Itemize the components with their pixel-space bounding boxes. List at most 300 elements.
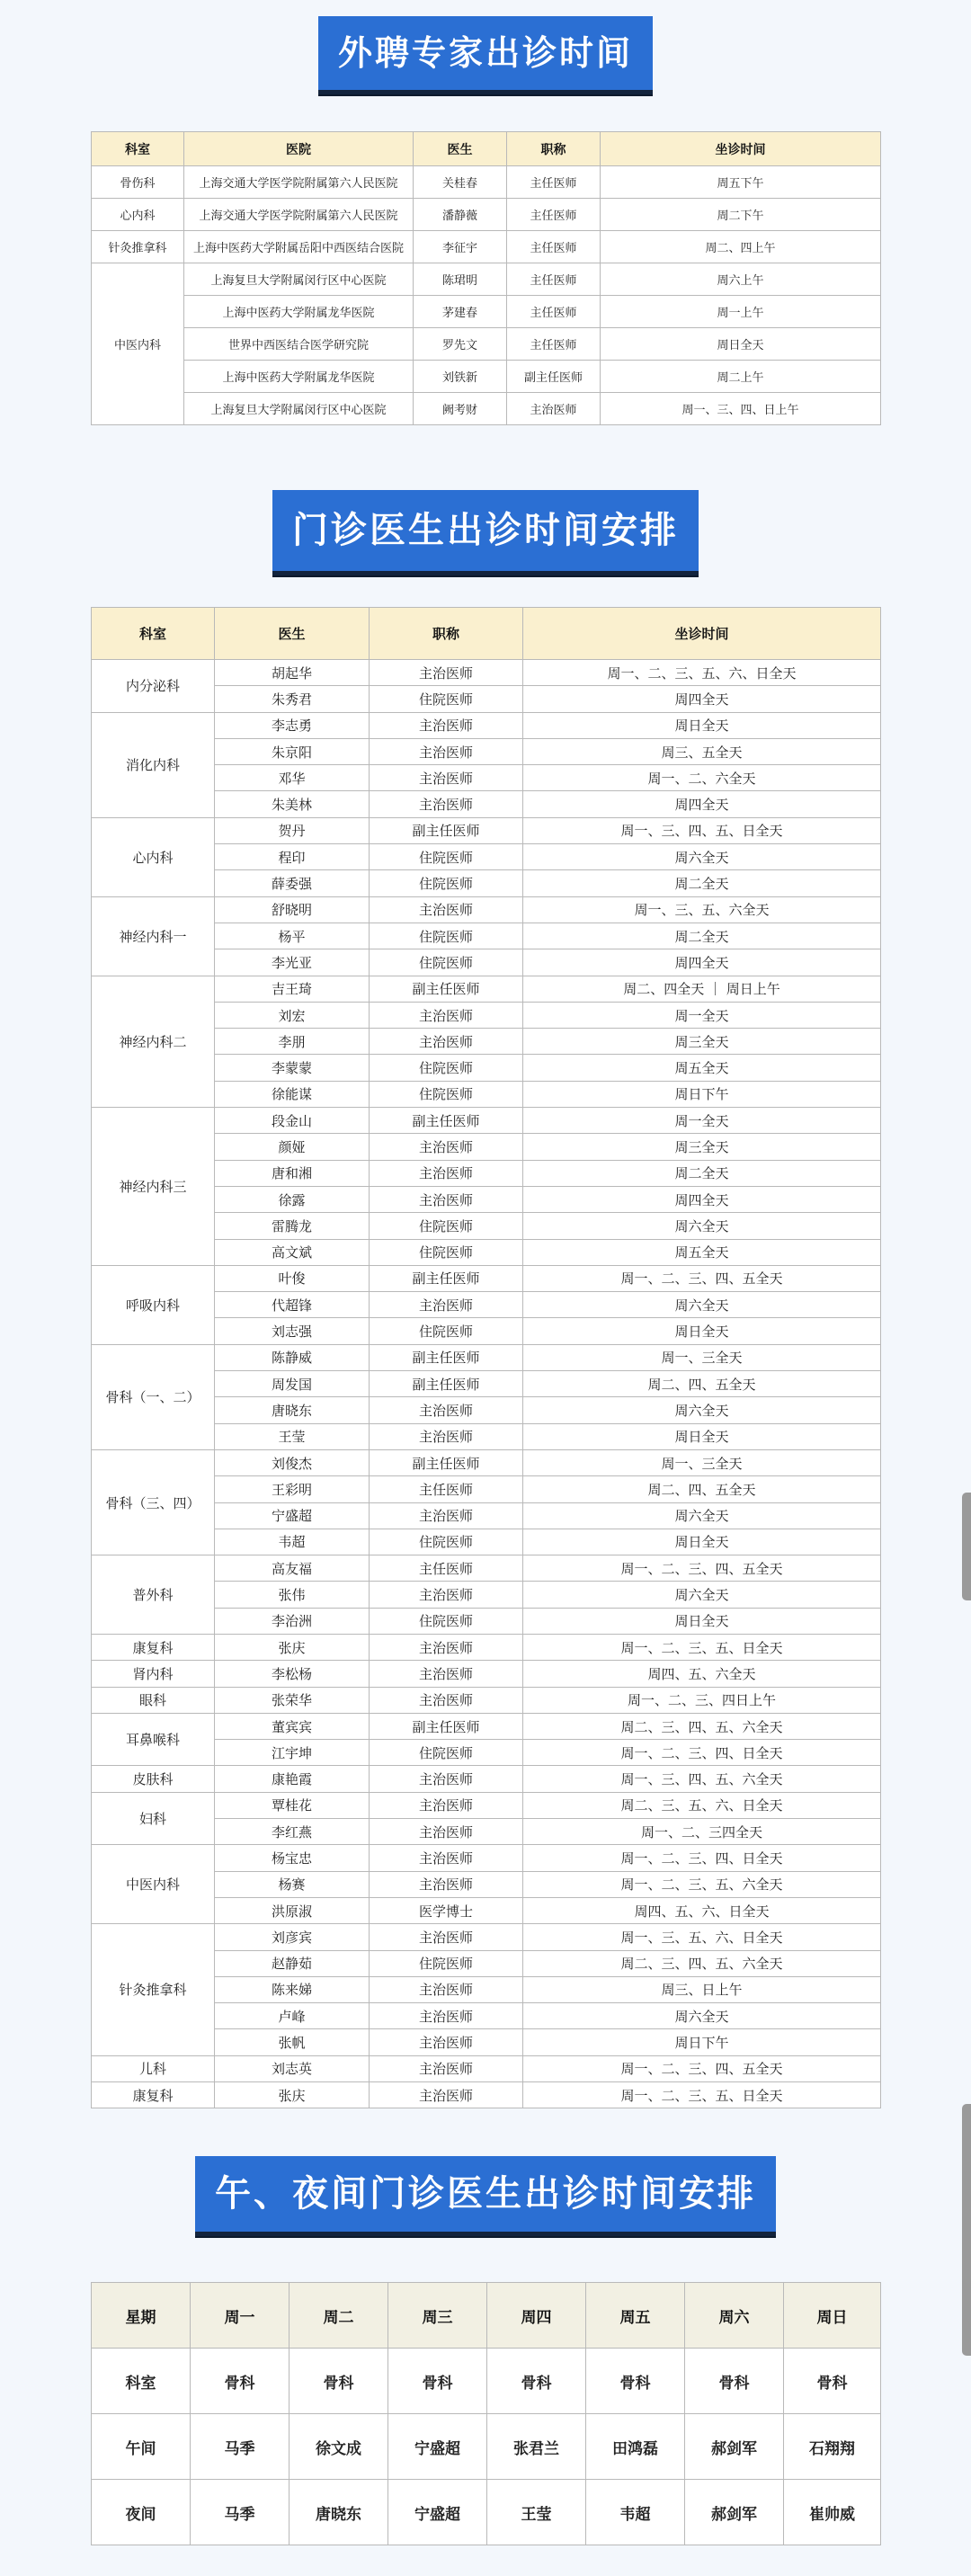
clinic-section — [0, 490, 971, 2104]
doctor-cell: 卢峰 — [215, 2003, 370, 2029]
doctor-cell: 唐晓东 — [215, 1397, 370, 1423]
dept-cell: 妇科 — [92, 1792, 215, 1845]
doctor-cell: 关桂春 — [414, 166, 507, 199]
time-cell: 周二、四、五全天 — [523, 1476, 881, 1502]
doctor-cell: 朱京阳 — [215, 738, 370, 764]
night-section — [0, 2156, 971, 2524]
doctor-cell: 洪原淑 — [215, 1897, 370, 1923]
doctor-cell: 代超锋 — [215, 1292, 370, 1318]
time-cell: 周一全天 — [523, 1002, 881, 1028]
dept-cell: 神经内科一 — [92, 896, 215, 976]
expert-header-cell: 坐诊时间 — [601, 132, 881, 166]
rank-cell: 主治医师 — [370, 1292, 523, 1318]
table-row — [92, 1661, 881, 1687]
rank-cell: 住院医师 — [370, 870, 523, 896]
time-cell: 周一、二、三、四日上午 — [523, 1687, 881, 1713]
doctor-cell: 段金山 — [215, 1108, 370, 1134]
doctor-cell: 唐和湘 — [215, 1160, 370, 1186]
time-cell: 周五全天 — [523, 1239, 881, 1265]
time-cell: 周四全天 — [523, 1186, 881, 1212]
doctor-cell: 张伟 — [215, 1582, 370, 1608]
time-cell: 周六全天 — [523, 1213, 881, 1239]
doctor-cell: 刘彦宾 — [215, 1924, 370, 1950]
time-cell: 周一、三、四、五、六全天 — [523, 1766, 881, 1792]
clinic-header-cell: 科室 — [92, 608, 215, 660]
time-cell: 周六全天 — [523, 844, 881, 870]
doctor-cell: 吉王琦 — [215, 976, 370, 1002]
expert-title: 外聘专家出诊时间 — [318, 16, 653, 94]
rank-cell: 主治医师 — [370, 2055, 523, 2081]
doctor-cell: 茅建春 — [414, 296, 507, 328]
hospital-cell: 上海交通大学医学院附属第六人民医院 — [184, 199, 414, 231]
doctor-cell: 徐露 — [215, 1186, 370, 1212]
night-header-cell: 周三 — [388, 2283, 487, 2349]
time-cell: 周六全天 — [523, 1292, 881, 1318]
dept-cell: 心内科 — [92, 199, 184, 231]
rank-cell: 住院医师 — [370, 1239, 523, 1265]
doctor-cell: 程印 — [215, 844, 370, 870]
rank-cell: 主任医师 — [507, 328, 601, 361]
doctor-cell: 李红燕 — [215, 1819, 370, 1845]
schedule-cell: 骨科 — [191, 2349, 290, 2414]
doctor-cell: 刘铁新 — [414, 361, 507, 393]
time-cell: 周六全天 — [523, 2003, 881, 2029]
doctor-cell: 江宇坤 — [215, 1740, 370, 1766]
scrollbar-track-marker — [962, 2104, 971, 2356]
row-label-cell: 午间 — [92, 2414, 191, 2480]
rank-cell: 主治医师 — [370, 1976, 523, 2002]
time-cell: 周一、二、三、五、六、日全天 — [523, 660, 881, 686]
table-row — [92, 1792, 881, 1818]
rank-cell: 主治医师 — [370, 1792, 523, 1818]
expert-header-cell: 职称 — [507, 132, 601, 166]
night-header-cell: 周四 — [487, 2283, 586, 2349]
time-cell: 周一全天 — [523, 1108, 881, 1134]
schedule-cell: 马季 — [191, 2414, 290, 2480]
table-row — [92, 263, 881, 296]
rank-cell: 主治医师 — [370, 1661, 523, 1687]
time-cell: 周日全天 — [523, 1529, 881, 1555]
rank-cell: 副主任医师 — [507, 361, 601, 393]
time-cell: 周一、二、三、五、六全天 — [523, 1871, 881, 1897]
time-cell: 周四全天 — [523, 791, 881, 817]
rank-cell: 主治医师 — [370, 738, 523, 764]
doctor-cell: 董宾宾 — [215, 1713, 370, 1739]
expert-header-cell: 医生 — [414, 132, 507, 166]
rank-cell: 副主任医师 — [370, 1449, 523, 1475]
rank-cell: 主任医师 — [507, 263, 601, 296]
schedule-cell: 马季 — [191, 2480, 290, 2545]
rank-cell: 主任医师 — [370, 1476, 523, 1502]
time-cell: 周三、五全天 — [523, 738, 881, 764]
time-cell: 周一、二、三、五、日全天 — [523, 1634, 881, 1660]
doctor-cell: 徐能谋 — [215, 1081, 370, 1107]
rank-cell: 主治医师 — [370, 2082, 523, 2108]
rank-cell: 住院医师 — [370, 1318, 523, 1344]
dept-cell: 骨科（一、二） — [92, 1344, 215, 1449]
doctor-cell: 高友福 — [215, 1555, 370, 1582]
doctor-cell: 刘俊杰 — [215, 1449, 370, 1475]
time-cell: 周六全天 — [523, 1582, 881, 1608]
dept-cell: 骨伤科 — [92, 166, 184, 199]
time-cell: 周一、三、五、六、日全天 — [523, 1924, 881, 1950]
table-row — [92, 712, 881, 738]
rank-cell: 主治医师 — [370, 660, 523, 686]
clinic-header-cell: 职称 — [370, 608, 523, 660]
dept-cell: 心内科 — [92, 817, 215, 896]
schedule-cell: 骨科 — [487, 2349, 586, 2414]
clinic-header-cell: 坐诊时间 — [523, 608, 881, 660]
rank-cell: 主治医师 — [370, 765, 523, 791]
row-label-cell: 科室 — [92, 2349, 191, 2414]
rank-cell: 主治医师 — [370, 1871, 523, 1897]
night-header-cell: 周五 — [586, 2283, 685, 2349]
table-row — [92, 1687, 881, 1713]
night-header-cell: 星期 — [92, 2283, 191, 2349]
time-cell: 周二全天 — [523, 923, 881, 949]
time-cell: 周一、三全天 — [523, 1344, 881, 1370]
rank-cell: 主治医师 — [370, 2003, 523, 2029]
table-row — [92, 2349, 881, 2414]
time-cell: 周三、日上午 — [523, 1976, 881, 2002]
time-cell: 周二全天 — [523, 1160, 881, 1186]
time-cell: 周二、四、五全天 — [523, 1371, 881, 1397]
doctor-cell: 贺丹 — [215, 817, 370, 843]
table-row — [92, 976, 881, 1002]
time-cell: 周六全天 — [523, 1397, 881, 1423]
doctor-cell: 陈来娣 — [215, 1976, 370, 2002]
doctor-cell: 颜娅 — [215, 1134, 370, 1160]
rank-cell: 主治医师 — [370, 1502, 523, 1529]
doctor-cell: 杨赛 — [215, 1871, 370, 1897]
doctor-cell: 叶俊 — [215, 1265, 370, 1291]
time-cell: 周三全天 — [523, 1134, 881, 1160]
time-cell: 周六上午 — [601, 263, 881, 296]
clinic-header-cell: 医生 — [215, 608, 370, 660]
rank-cell: 主治医师 — [370, 1634, 523, 1660]
schedule-cell: 骨科 — [290, 2349, 388, 2414]
expert-table — [91, 131, 881, 425]
table-row — [92, 296, 881, 328]
table-row — [92, 896, 881, 923]
table-row — [92, 2055, 881, 2081]
time-cell: 周日下午 — [523, 2029, 881, 2055]
doctor-cell: 陈珺明 — [414, 263, 507, 296]
time-cell: 周二、四上午 — [601, 231, 881, 263]
time-cell: 周五全天 — [523, 1055, 881, 1081]
schedule-cell: 郝剑军 — [685, 2480, 784, 2545]
time-cell: 周一、二、三、四、五全天 — [523, 2055, 881, 2081]
rank-cell: 医学博士 — [370, 1897, 523, 1923]
time-cell: 周一、三全天 — [523, 1449, 881, 1475]
expert-header-cell: 科室 — [92, 132, 184, 166]
hospital-cell: 上海中医药大学附属岳阳中西医结合医院 — [184, 231, 414, 263]
table-row — [92, 1713, 881, 1739]
night-table — [91, 2282, 881, 2545]
doctor-cell: 王彩明 — [215, 1476, 370, 1502]
rank-cell: 副主任医师 — [370, 1265, 523, 1291]
time-cell: 周一上午 — [601, 296, 881, 328]
table-row — [92, 361, 881, 393]
schedule-cell: 宁盛超 — [388, 2414, 487, 2480]
rank-cell: 主治医师 — [370, 1423, 523, 1449]
rank-cell: 住院医师 — [370, 923, 523, 949]
rank-cell: 住院医师 — [370, 1081, 523, 1107]
rank-cell: 主治医师 — [370, 1766, 523, 1792]
schedule-cell: 石翔翔 — [784, 2414, 881, 2480]
time-cell: 周日全天 — [523, 1318, 881, 1344]
dept-cell: 神经内科二 — [92, 976, 215, 1107]
table-row — [92, 1265, 881, 1291]
table-row — [92, 2414, 881, 2480]
time-cell: 周一、二、三、四、五全天 — [523, 1555, 881, 1582]
table-row — [92, 328, 881, 361]
rank-cell: 主治医师 — [370, 1029, 523, 1055]
dept-cell: 普外科 — [92, 1555, 215, 1635]
table-row — [92, 1555, 881, 1582]
hospital-cell: 上海中医药大学附属龙华医院 — [184, 296, 414, 328]
dept-cell: 神经内科三 — [92, 1108, 215, 1266]
table-row — [92, 393, 881, 425]
doctor-cell: 潘静薇 — [414, 199, 507, 231]
time-cell: 周一、二、三、四、日全天 — [523, 1740, 881, 1766]
schedule-cell: 骨科 — [586, 2349, 685, 2414]
rank-cell: 主任医师 — [507, 166, 601, 199]
time-cell: 周一、二、三、五、日全天 — [523, 2082, 881, 2108]
doctor-cell: 王莹 — [215, 1423, 370, 1449]
doctor-cell: 刘志英 — [215, 2055, 370, 2081]
time-cell: 周一、二、六全天 — [523, 765, 881, 791]
time-cell: 周二下午 — [601, 199, 881, 231]
rank-cell: 主治医师 — [370, 2029, 523, 2055]
table-row — [92, 1344, 881, 1370]
rank-cell: 主治医师 — [370, 1924, 523, 1950]
schedule-cell: 骨科 — [685, 2349, 784, 2414]
doctor-cell: 阙考财 — [414, 393, 507, 425]
time-cell: 周四、五、六全天 — [523, 1661, 881, 1687]
time-cell: 周一、三、四、五、日全天 — [523, 817, 881, 843]
time-cell: 周四、五、六、日全天 — [523, 1897, 881, 1923]
time-cell: 周四全天 — [523, 949, 881, 976]
schedule-cell: 骨科 — [784, 2349, 881, 2414]
doctor-cell: 张庆 — [215, 2082, 370, 2108]
time-cell: 周二、三、四、五、六全天 — [523, 1713, 881, 1739]
rank-cell: 主治医师 — [370, 1687, 523, 1713]
doctor-cell: 罗先文 — [414, 328, 507, 361]
schedule-cell: 韦超 — [586, 2480, 685, 2545]
rank-cell: 副主任医师 — [370, 1344, 523, 1370]
hospital-cell: 上海交通大学医学院附属第六人民医院 — [184, 166, 414, 199]
time-cell: 周二全天 — [523, 870, 881, 896]
time-cell: 周四全天 — [523, 686, 881, 712]
schedule-cell: 徐文成 — [290, 2414, 388, 2480]
table-row — [92, 1634, 881, 1660]
dept-cell: 儿科 — [92, 2055, 215, 2081]
table-row — [92, 660, 881, 686]
night-header-cell: 周六 — [685, 2283, 784, 2349]
schedule-cell: 张君兰 — [487, 2414, 586, 2480]
dept-cell: 针灸推拿科 — [92, 231, 184, 263]
table-row — [92, 1108, 881, 1134]
time-cell: 周一、二、三、四、五全天 — [523, 1265, 881, 1291]
rank-cell: 副主任医师 — [370, 1371, 523, 1397]
doctor-cell: 薛委强 — [215, 870, 370, 896]
schedule-cell: 王莹 — [487, 2480, 586, 2545]
clinic-title: 门诊医生出诊时间安排 — [272, 490, 699, 575]
dept-cell: 中医内科 — [92, 263, 184, 425]
expert-section — [0, 0, 971, 417]
doctor-cell: 雷腾龙 — [215, 1213, 370, 1239]
doctor-cell: 朱美林 — [215, 791, 370, 817]
doctor-cell: 邓华 — [215, 765, 370, 791]
doctor-cell: 张帆 — [215, 2029, 370, 2055]
rank-cell: 住院医师 — [370, 1950, 523, 1976]
time-cell: 周一、二、三、四、日全天 — [523, 1845, 881, 1871]
rank-cell: 住院医师 — [370, 1213, 523, 1239]
expert-header-cell: 医院 — [184, 132, 414, 166]
doctor-cell: 李松杨 — [215, 1661, 370, 1687]
rank-cell: 住院医师 — [370, 1740, 523, 1766]
doctor-cell: 康艳霞 — [215, 1766, 370, 1792]
time-cell: 周一、三、五、六全天 — [523, 896, 881, 923]
table-row — [92, 199, 881, 231]
dept-cell: 耳鼻喉科 — [92, 1713, 215, 1766]
doctor-cell: 李光亚 — [215, 949, 370, 976]
schedule-cell: 崔帅威 — [784, 2480, 881, 2545]
schedule-cell: 郝剑军 — [685, 2414, 784, 2480]
rank-cell: 主治医师 — [370, 1845, 523, 1871]
table-row — [92, 1449, 881, 1475]
doctor-cell: 杨平 — [215, 923, 370, 949]
time-cell: 周六全天 — [523, 1502, 881, 1529]
doctor-cell: 李征宇 — [414, 231, 507, 263]
table-row — [92, 231, 881, 263]
rank-cell: 主任医师 — [507, 231, 601, 263]
hospital-cell: 上海复旦大学附属闵行区中心医院 — [184, 393, 414, 425]
doctor-cell: 张庆 — [215, 1634, 370, 1660]
dept-cell: 中医内科 — [92, 1845, 215, 1924]
doctor-cell: 高文斌 — [215, 1239, 370, 1265]
row-label-cell: 夜间 — [92, 2480, 191, 2545]
rank-cell: 副主任医师 — [370, 1108, 523, 1134]
schedule-cell: 骨科 — [388, 2349, 487, 2414]
table-row — [92, 2082, 881, 2108]
rank-cell: 主治医师 — [370, 1186, 523, 1212]
doctor-cell: 覃桂花 — [215, 1792, 370, 1818]
doctor-cell: 李治洲 — [215, 1608, 370, 1634]
time-cell: 周二、三、四、五、六全天 — [523, 1950, 881, 1976]
hospital-cell: 世界中西医结合医学研究院 — [184, 328, 414, 361]
time-cell: 周一、二、三四全天 — [523, 1819, 881, 1845]
time-cell: 周日全天 — [523, 1608, 881, 1634]
doctor-cell: 陈静威 — [215, 1344, 370, 1370]
dept-cell: 康复科 — [92, 1634, 215, 1660]
time-cell: 周日全天 — [523, 1423, 881, 1449]
rank-cell: 住院医师 — [370, 686, 523, 712]
dept-cell: 肾内科 — [92, 1661, 215, 1687]
doctor-cell: 张荣华 — [215, 1687, 370, 1713]
rank-cell: 主治医师 — [370, 1002, 523, 1028]
rank-cell: 住院医师 — [370, 1608, 523, 1634]
hospital-cell: 上海中医药大学附属龙华医院 — [184, 361, 414, 393]
night-header-cell: 周二 — [290, 2283, 388, 2349]
doctor-cell: 李志勇 — [215, 712, 370, 738]
schedule-cell: 田鸿磊 — [586, 2414, 685, 2480]
rank-cell: 主治医师 — [370, 1582, 523, 1608]
rank-cell: 副主任医师 — [370, 976, 523, 1002]
dept-cell: 康复科 — [92, 2082, 215, 2108]
table-row — [92, 1924, 881, 1950]
doctor-cell: 李蒙蒙 — [215, 1055, 370, 1081]
time-cell: 周二、四全天 ｜ 周日上午 — [523, 976, 881, 1002]
table-row — [92, 1845, 881, 1871]
time-cell: 周日全天 — [523, 712, 881, 738]
time-cell: 周二、三、五、六、日全天 — [523, 1792, 881, 1818]
dept-cell: 消化内科 — [92, 712, 215, 817]
time-cell: 周二上午 — [601, 361, 881, 393]
time-cell: 周日下午 — [523, 1081, 881, 1107]
time-cell: 周三全天 — [523, 1029, 881, 1055]
rank-cell: 副主任医师 — [370, 1713, 523, 1739]
doctor-cell: 宁盛超 — [215, 1502, 370, 1529]
rank-cell: 副主任医师 — [370, 817, 523, 843]
doctor-cell: 韦超 — [215, 1529, 370, 1555]
rank-cell: 主治医师 — [370, 1134, 523, 1160]
dept-cell: 内分泌科 — [92, 660, 215, 713]
rank-cell: 主任医师 — [370, 1555, 523, 1582]
rank-cell: 主治医师 — [370, 712, 523, 738]
rank-cell: 住院医师 — [370, 844, 523, 870]
doctor-cell: 胡起华 — [215, 660, 370, 686]
time-cell: 周日全天 — [601, 328, 881, 361]
rank-cell: 主任医师 — [507, 296, 601, 328]
doctor-cell: 杨宝忠 — [215, 1845, 370, 1871]
table-row — [92, 2480, 881, 2545]
rank-cell: 住院医师 — [370, 1055, 523, 1081]
hospital-cell: 上海复旦大学附属闵行区中心医院 — [184, 263, 414, 296]
rank-cell: 住院医师 — [370, 1529, 523, 1555]
night-header-cell: 周日 — [784, 2283, 881, 2349]
doctor-cell: 赵静茹 — [215, 1950, 370, 1976]
time-cell: 周五下午 — [601, 166, 881, 199]
rank-cell: 主任医师 — [507, 199, 601, 231]
doctor-cell: 朱秀君 — [215, 686, 370, 712]
rank-cell: 主治医师 — [370, 896, 523, 923]
rank-cell: 主治医师 — [507, 393, 601, 425]
dept-cell: 骨科（三、四） — [92, 1449, 215, 1555]
doctor-cell: 舒晓明 — [215, 896, 370, 923]
dept-cell: 呼吸内科 — [92, 1265, 215, 1344]
doctor-cell: 刘宏 — [215, 1002, 370, 1028]
rank-cell: 主治医师 — [370, 791, 523, 817]
dept-cell: 皮肤科 — [92, 1766, 215, 1792]
clinic-table — [91, 607, 881, 2108]
night-header-cell: 周一 — [191, 2283, 290, 2349]
dept-cell: 针灸推拿科 — [92, 1924, 215, 2055]
scrollbar-thumb[interactable] — [962, 1493, 971, 1600]
doctor-cell: 周发国 — [215, 1371, 370, 1397]
rank-cell: 住院医师 — [370, 949, 523, 976]
table-row — [92, 166, 881, 199]
rank-cell: 主治医师 — [370, 1397, 523, 1423]
rank-cell: 主治医师 — [370, 1160, 523, 1186]
rank-cell: 主治医师 — [370, 1819, 523, 1845]
table-row — [92, 1766, 881, 1792]
doctor-cell: 李朋 — [215, 1029, 370, 1055]
night-title: 午、夜间门诊医生出诊时间安排 — [195, 2156, 776, 2236]
schedule-cell: 唐晓东 — [290, 2480, 388, 2545]
table-row — [92, 817, 881, 843]
